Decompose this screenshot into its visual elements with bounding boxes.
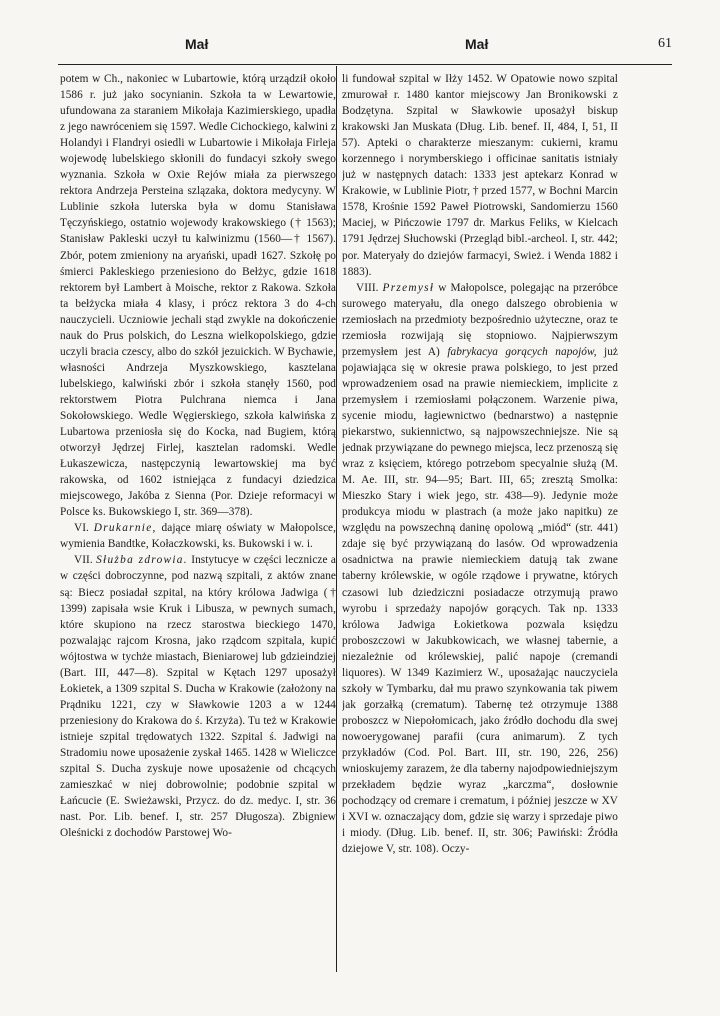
- left-column: [60, 71, 336, 975]
- section-przemysl: [342, 280, 618, 858]
- right-running-head: Mał: [465, 36, 489, 52]
- page-number: 61: [658, 36, 672, 51]
- column-divider: [336, 66, 337, 972]
- italic-term: fabrykacya gorących napojów,: [447, 345, 597, 358]
- section-body: w Małopolsce, polegając na przeróbce surowego materyału, dla onego dalszego obrobienia w rzemiosłach na przedmioty bezpośrednio użyteczne, oraz te rzemiosła rozwijają się stopniowo. Najpierwszym przemysłem jest A): [342, 281, 618, 358]
- header-rule: [58, 64, 672, 65]
- section-number: VI.: [74, 522, 94, 535]
- section-number: VII.: [74, 554, 97, 567]
- left-paragraph-continuation: potem w Ch., nakoniec w Lubartowie, którą urządził około 1586 r. już jako socynianin. Szkoła ta w Lewartowie, ufundowana za staraniem Mikołaja Kazimierskiego, upadła z jego nawróceniem się 1597. Wedle Cichockiego, kalwini z Holandyi i Flandryi osiedli w Lubartowie i Mikołaja Firleja wojewodę lubelskiego skłonili do fundacyi szkoły swego wyznania. Szkoła w Oxie Rejów miała za pierwszego rektora Andrzeja Persteina szlązaka, doktora medycyny. W Lublinie szkoła luterska była w domu Stanisława Tęczyńskiego, ostatnio wojewody krakowskiego († 1563); Stanisław Pakleski uczył tu kalwinizmu (1560—† 1567). Zbór, potem zmieniony na aryański, upadł 1627. Szkołę po śmierci Pakleskiego przeniesiono do Bełżyc, gdzie 1618 rektorem był Lambert à Moische, rektor z Rakowa. Szkoła ta bełżycka miała 4 klasy, i prócz rektora 3 do 4-ch nauczycieli. Uczniowie jechali stąd zwykle na dokończenie nauk do Prus polskich, do Leszna wielkopolskiego, gdzie uczyli bracia czescy, albo do szkół jezuickich. W Bychawie, własności Andrzeja Myszkowskiego, kasztelana lubelskiego, kalwiński zbór i szkoła stanęły 1560, pod rektorstwem Piotra Pulchrana niemca i Jana Sokołowskiego. Wedle Węgierskiego, szkoła kalwińska z Lubartowa przeniosła się do Kocka, nad Bugiem, którą otworzył Jędrzej Firlej, kasztelan radomski. Wedle Łukaszewicza, następczynią lewartowskiej ma być rakowska, od 1602 istniejąca z fundacyi dziedzica miejscowego, Jakóba z Sienna (Por. Dzieje reformacyi w Polsce ks. Bukowskiego I, str. 369—378).: [60, 73, 336, 519]
- right-paragraph-continuation: li fundował szpital w Iłży 1452. W Opatowie nowo szpital zmurował r. 1480 kantor miejscowy Jan Bronikowski z Bodzętyna. Szpital w Sławkowie uposażył biskup krakowski Jan Muskata (Dług. Lib. benef. II, 484, I, 51, II 57). Apteki o charakterze mieszanym: cukierni, kramu korzennego i norymberskiego i officinae sanitatis istniały już w następnych datach: 1333 jest aptekarz Konrad w Krakowie, w Lublinie Piotr, † przed 1577, w Bochni Marcin 1578, Krośnie 1592 Paweł Piotrowski, Sandomierzu 1560 Maciej, w Pińczowie 1797 dr. Markus Feliks, w Kielcach 1791 Jędrzej Słuchowski (Przegląd bibl.-archeol. I, str. 442; por. Materyały do dziejów farmacyi, Swież. i Wenda 1882 i 1883).: [342, 73, 618, 278]
- section-body: już pojawiająca się w okresie prawa polskiego, to jest przed wprowadzeniem osad na prawie niemieckiem, implicite z przemysłem i rzemiosłami połączonem. Warzenie piwa, sycenie miodu, łagiewnictwo (bednarstwo) a następnie piekarstwo, sukiennictwo, są najpowszechniejsze. Nie są jednak przywiązane do pewnego miejsca, lecz przenoszą się wraz z księciem, którego potrzebom specyalnie służą (M. M. Ae. III, str. 94—95; Bart. III, 65; zresztą Smolka: Mieszko Stary i wiek jego, str. 438—9). Jedynie może produkcya miodu w plastrach (a może jako napitku) ze względu na powszechną daninę opolową „miód“ (str. 441) zdaje się być przywiązaną do lasów. Od wprowadzenia osadnictwa na prawie niemieckiem datują tak zwane taberny królewskie, w ogóle rządowe i prywatne, których czasowi lub dziedziczni posiadacze otrzymują prawo wyrobu i sprzedaży napojów gorących. Tak np. 1333 królowa Jadwiga Łokietkowa pozwala księdzu proboszczowi w Jakubkowicach, we własnej tabernie, a niezależnie od królewskiej, palić napoje (cremandi liquores). W 1349 Kazimierz W., uposażając nauczyciela szkoły w Tymbarku, dał mu prawo szynkowania tak piwem jak gorzałką (crematum). Tabernę też otrzymuje 1388 proboszcz w Niepołomicach, jako źródło dochodu dla swej nowoerygowanej parafii (cura animarum). Z tych przykładów (Cod. Pol. Bart. III, str. 190, 226, 256) wnioskujemy zarazem, że dla taberny najodpowiedniejszym przekładem będzie wyraz „karczma“, dosłownie pochodzący od cremare i crematum, i później jeszcze w XV i XVI w. oznaczający dom, gdzie się warzy i sprzedaje piwo i miody. (Dług. Lib. benef. II, str. 306; Pawiński: Źródła dziejowe V, str. 108). Oczy-: [342, 345, 618, 856]
- section-drukarnie: [60, 520, 336, 552]
- section-body: Instytucye w części lecznicze a w części dobroczynne, pod nazwą szpitali, z aktów znane są: Biecz posiadał szpital, na który królowa Jadwiga († 1399) zapisała wsie Kruk i Libusza, w pewnych sumach, które skupiono na rzecz starostwa bieckiego 1470, pozwalając rajcom Krosna, jako rządcom szpitala, kupić wójtostwa w tychże miastach, Bieniarowej lub gdzieindziej (Bart. III, 447—8). Szpital w Kętach 1297 uposażył Łokietek, a 1309 szpital S. Ducha w Krakowie (założony na Prądniku 1221, czy w Sławkowie 1203 a w 1244 przeniesiony do Krakowa do ś. Krzyża). Tu też w Krakowie istnieje szpital trędowatych 1322. Szpital ś. Jadwigi na Stradomiu nowe uposażenie zyskał 1465. 1428 w Wieliczce szpital S. Ducha zyskuje nowe uposażenie od chcących zamieszkać w niej dobrowolnie; podobnie szpital w Łańcucie (E. Swieżawski, Przycz. do dz. medyc. I, str. 36 nast. Por. Lib. benef. I, str. 257 Długosza). Zbigniew Oleśnicki z dochodów Parstowej Wo-: [60, 554, 336, 840]
- section-heading: Służba zdrowia.: [96, 554, 188, 567]
- right-column: [342, 71, 618, 975]
- running-header: [58, 36, 672, 56]
- section-number: VIII.: [356, 281, 383, 294]
- section-sluzba-zdrowia: [60, 552, 336, 841]
- section-heading: Drukarnie,: [93, 522, 157, 535]
- section-heading: Przemysł: [382, 281, 435, 294]
- left-running-head: Mał: [185, 36, 209, 52]
- section-body: dające miarę oświaty w Małopolsce, wymienia Bandtke, Kołaczkowski, ks. Bukowski i w. i.: [60, 522, 336, 551]
